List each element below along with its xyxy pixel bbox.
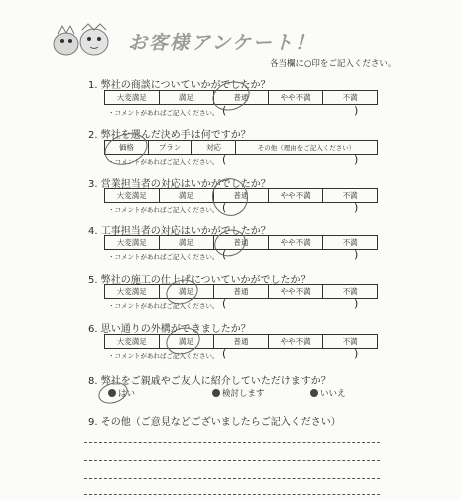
option-cell[interactable]: やや不満 [268,189,323,203]
option-cell[interactable]: 普通 [214,236,269,250]
comment-open-paren: ( [222,201,227,214]
question-5-options [104,284,378,299]
question-9: 9. その他（ご意見などございましたらご記入ください） [88,417,341,428]
option-cell[interactable]: 大変満足 [105,91,160,105]
answer-line[interactable] [84,460,380,461]
option-cell[interactable]: やや不満 [268,335,323,349]
comment-close-paren: ) [354,153,359,166]
option-cell[interactable]: 普通 [214,335,269,349]
question-6: 6. 思い通りの外構ができましたか？ [88,324,251,335]
comment-close-paren: ) [354,248,359,261]
answer-line[interactable] [84,494,380,495]
option-cell[interactable]: その他（理由をご記入ください） [236,141,378,155]
comment-label: ・コメントがあればご記入ください。 [108,302,219,310]
option-cell[interactable]: 不満 [323,236,378,250]
comment-open-paren: ( [222,297,227,310]
option-cell[interactable]: 不満 [323,285,378,299]
option-cell[interactable]: 満足 [159,285,214,299]
option-cell[interactable]: 大変満足 [105,285,160,299]
comment-label: ・コメントがあればご記入ください。 [108,109,219,117]
comment-open-paren: ( [222,248,227,261]
option-cell[interactable]: 不満 [323,91,378,105]
comment-close-paren: ) [354,201,359,214]
radio-option-consider[interactable]: 検討します [212,387,265,399]
question-6-options [104,334,378,349]
option-cell[interactable]: 不満 [323,189,378,203]
mascot-characters-icon [48,22,120,58]
comment-close-paren: ) [354,347,359,360]
option-cell[interactable]: 対応 [192,141,236,155]
comment-open-paren: ( [222,104,227,117]
option-cell[interactable]: 満足 [159,189,214,203]
comment-label: ・コメントがあればご記入ください。 [108,206,219,214]
option-cell[interactable]: プラン [148,141,192,155]
option-cell[interactable]: 大変満足 [105,236,160,250]
answer-line[interactable] [84,478,380,479]
instruction-text: 各当欄に○印をご記入ください。 [270,59,397,69]
option-cell[interactable]: やや不満 [268,285,323,299]
question-1: 1. 弊社の商談についていかがでしたか？ [88,80,271,91]
option-cell[interactable]: 大変満足 [105,189,160,203]
comment-close-paren: ) [354,104,359,117]
option-cell[interactable]: やや不満 [268,236,323,250]
radio-dot-icon [212,389,220,397]
option-cell[interactable]: 普通 [214,285,269,299]
option-cell[interactable]: 不満 [323,335,378,349]
question-3: 3. 営業担当者の対応はいかがでしたか？ [88,179,271,190]
survey-title: お客様アンケート！ [128,32,316,54]
option-cell[interactable]: 普通 [214,91,269,105]
option-cell[interactable]: 大変満足 [105,335,160,349]
option-cell[interactable]: 満足 [159,236,214,250]
question-4: 4. 工事担当者の対応はいかがでしたか？ [88,226,271,237]
question-5: 5. 弊社の施工の仕上げについていかがでしたか？ [88,275,311,286]
radio-dot-icon [310,389,318,397]
comment-open-paren: ( [222,347,227,360]
question-2: 2. 弊社を選んだ決め手は何ですか？ [88,130,251,141]
comment-label: ・コメントがあればご記入ください。 [108,158,219,166]
option-cell[interactable]: 満足 [159,335,214,349]
comment-open-paren: ( [222,153,227,166]
radio-option-yes[interactable]: はい [108,387,135,399]
comment-label: ・コメントがあればご記入ください。 [108,352,219,360]
comment-close-paren: ) [354,297,359,310]
option-cell[interactable]: 普通 [214,189,269,203]
answer-line[interactable] [84,442,380,443]
radio-option-no[interactable]: いいえ [310,387,346,399]
comment-label: ・コメントがあればご記入ください。 [108,253,219,261]
option-cell[interactable]: 価格 [105,141,149,155]
option-cell[interactable]: やや不満 [268,91,323,105]
question-8: 8. 弊社をご親戚やご友人に紹介していただけますか？ [88,376,331,387]
option-cell[interactable]: 満足 [159,91,214,105]
